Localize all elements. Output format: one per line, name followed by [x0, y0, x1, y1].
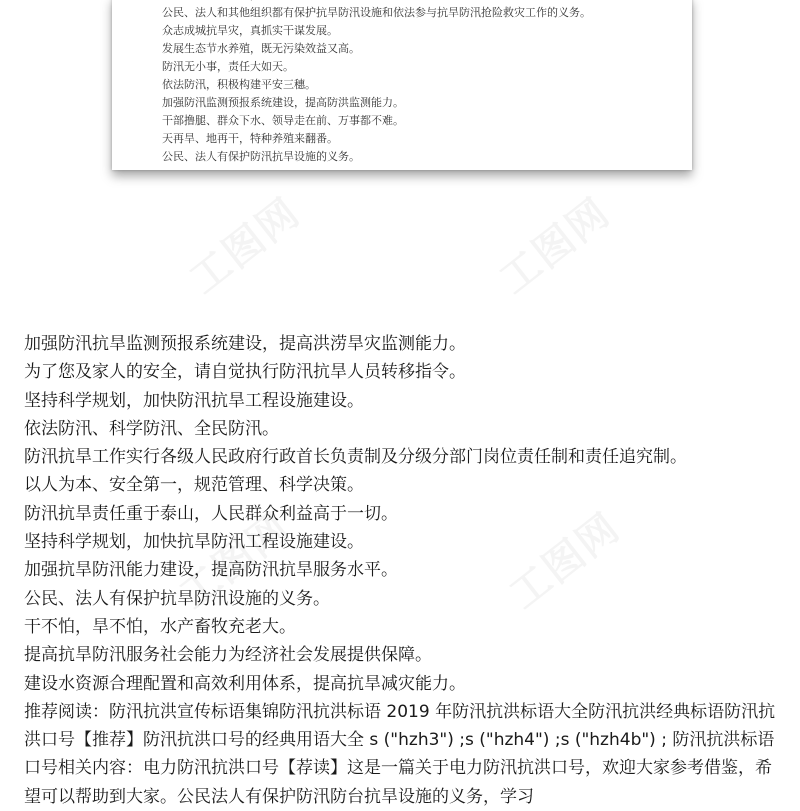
card-text — [162, 0, 682, 166]
slogan-line: 建设水资源合理配置和高效利用体系，提高抗旱减灾能力。 — [24, 673, 466, 694]
slogan-line: 为了您及家人的安全，请自觉执行防汛抗旱人员转移指令。 — [24, 362, 466, 383]
slogan-line: 坚持科学规划，加快防汛抗旱工程设施建设。 — [24, 390, 364, 411]
card-line: 依法防汛，积极构建平安三穗。 — [162, 78, 316, 91]
slogan-line: 干不怕，旱不怕，水产畜牧充老大。 — [24, 616, 296, 637]
card-line: 公民、法人有保护防汛抗旱设施的义务。 — [162, 150, 360, 163]
slogan-line: 依法防汛、科学防汛、全民防汛。 — [24, 418, 279, 439]
card-line: 防汛无小事，责任大如天。 — [162, 60, 294, 73]
slogan-line: 公民、法人有保护抗旱防汛设施的义务。 — [24, 588, 330, 609]
card-line: 加强防汛监测预报系统建设，提高防洪监测能力。 — [162, 96, 404, 109]
slogan-list — [24, 330, 784, 698]
card-line: 公民、法人和其他组织都有保护抗旱防汛设施和依法参与抗旱防汛抢险救灾工作的义务。 — [162, 6, 591, 19]
document-card — [112, 0, 692, 170]
slogan-line: 加强防汛抗旱监测预报系统建设，提高洪涝旱灾监测能力。 — [24, 334, 466, 354]
slogan-line: 提高抗旱防汛服务社会能力为经济社会发展提供保障。 — [24, 645, 432, 666]
watermark — [176, 182, 310, 304]
recommended-reading: 推荐阅读：防汛抗洪宣传标语集锦防汛抗洪标语 2019 年防汛抗洪标语大全防汛抗洪经典标语防汛抗洪口号【推荐】防汛抗洪口号的经典用语大全 s ("hzh3") ;s ("hzh4") ;s ("hzh4b") ; 防汛抗洪标语口号相关内容：电力防汛抗洪口号【荐读】这是一篇关于电力防汛抗洪口号，欢迎大家参考借鉴，希望可以帮助到大家。公民法人有保护防汛防台抗旱设施的义务，学习 — [24, 701, 776, 807]
card-line: 发展生态节水养殖，既无污染效益又高。 — [162, 42, 360, 55]
slogan-line: 以人为本、安全第一，规范管理、科学决策。 — [24, 475, 364, 496]
card-line: 干部撸腿、群众下水、领导走在前、万事都不难。 — [162, 114, 404, 127]
watermark — [486, 182, 620, 304]
card-line: 众志成城抗旱灾，真抓实干谋发展。 — [162, 24, 338, 37]
article-body — [24, 330, 784, 811]
card-line: 天再旱、地再干，特种养殖来翻番。 — [162, 132, 338, 145]
slogan-line: 防汛抗旱责任重于泰山，人民群众利益高于一切。 — [24, 503, 398, 524]
slogan-line: 坚持科学规划，加快抗旱防汛工程设施建设。 — [24, 532, 364, 553]
slogan-line: 加强抗旱防汛能力建设，提高防汛抗旱服务水平。 — [24, 560, 398, 581]
slogan-line: 防汛抗旱工作实行各级人民政府行政首长负责制及分级分部门岗位责任制和责任追究制。 — [24, 447, 687, 468]
